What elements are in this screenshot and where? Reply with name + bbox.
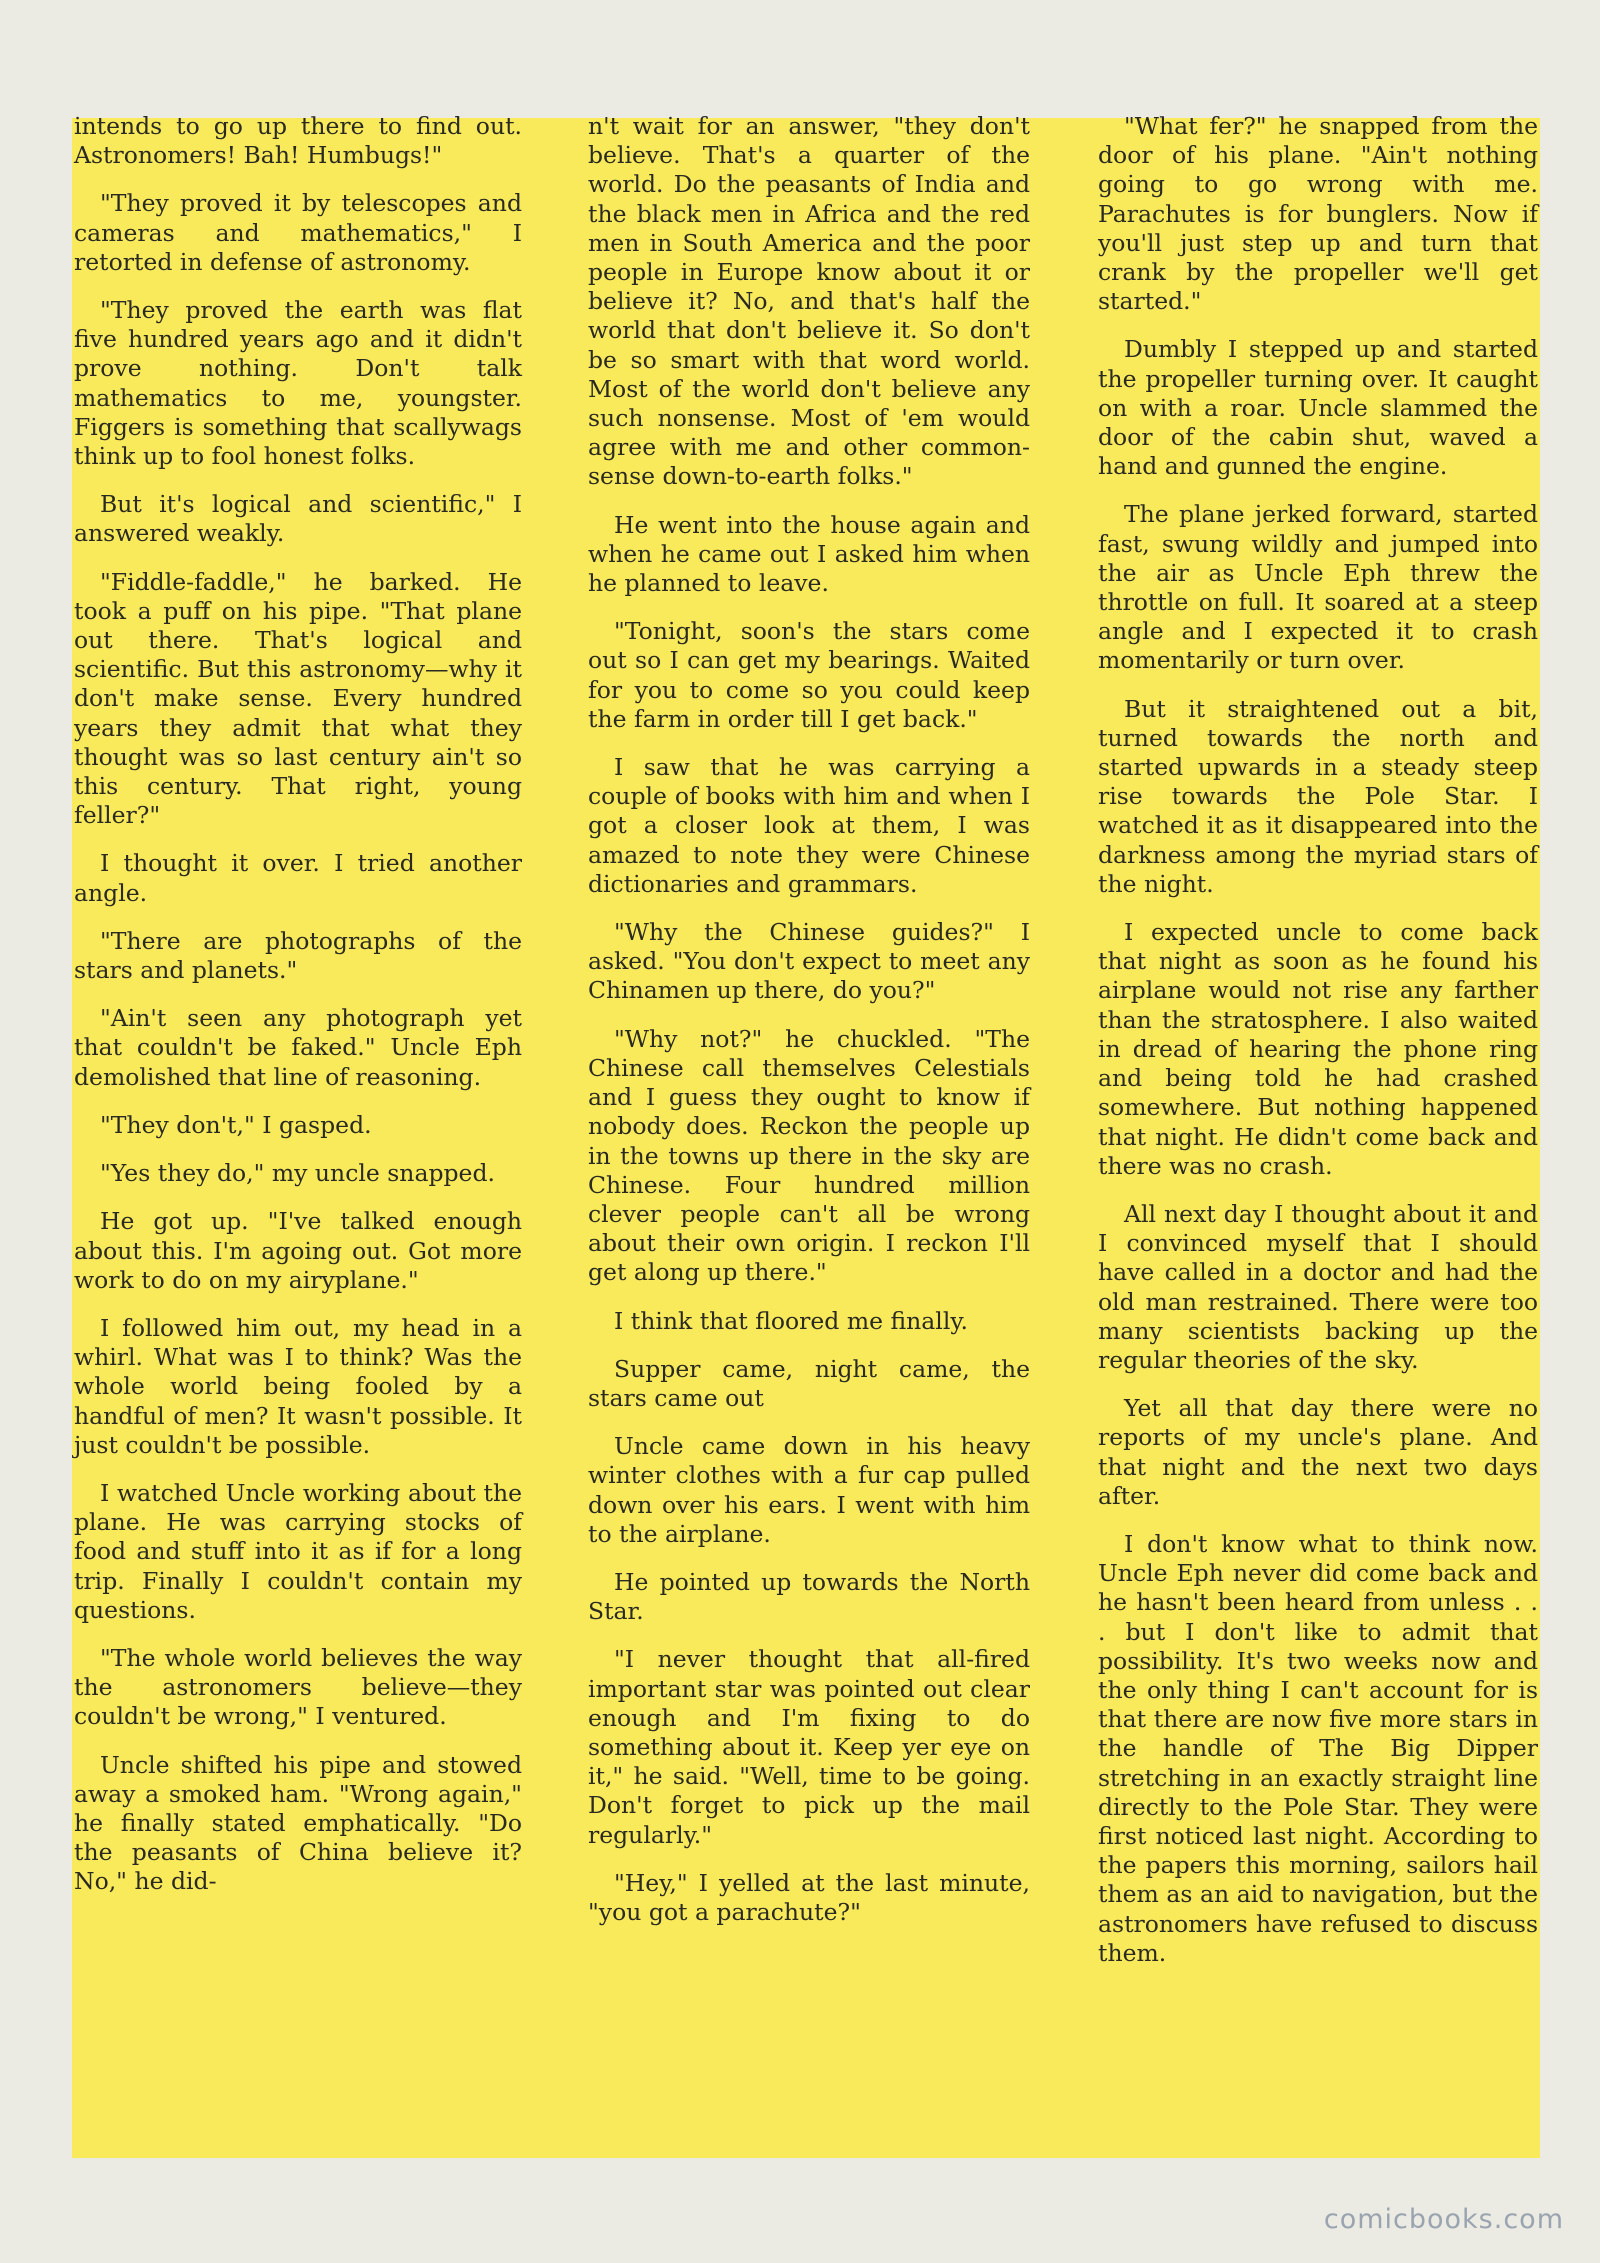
paragraph: He got up. "I've talked enough about this. I'm agoing out. Got more work to do on my airyplane." — [74, 1207, 522, 1294]
paragraph: I followed him out, my head in a whirl. What was I to think? Was the whole world being fooled by a handful of men? It wasn't possible. It just couldn't be possible. — [74, 1313, 522, 1459]
paragraph: The plane jerked forward, started fast, swung wildly and jumped into the air as Uncle Eph threw the throttle on full. It soared at a steep angle and I expected it to crash momentarily or turn over. — [1098, 500, 1538, 675]
paragraph: Uncle shifted his pipe and stowed away a smoked ham. "Wrong again," he finally stated emphatically. "Do the peasants of China believe it? No," he did- — [74, 1750, 522, 1896]
paragraph: He went into the house again and when he came out I asked him when he planned to leave. — [588, 510, 1030, 598]
paragraph: "Yes they do," my uncle snapped. — [100, 1159, 495, 1188]
text-column-3 — [1088, 112, 1540, 2152]
paragraph: I thought it over. I tried another angle. — [74, 849, 522, 907]
paragraph: "I never thought that all-fired important star was pointed out clear enough and I'm fixing to do something about it. Keep yer eye on it," he said. "Well, time to be going. Don't forget to pick up the mail regularly." — [588, 1645, 1030, 1849]
paragraph: Uncle came down in his heavy winter clothes with a fur cap pulled down over his ears. I went with him to the airplane. — [588, 1432, 1030, 1548]
paragraph: "What fer?" he snapped from the door of his plane. "Ain't nothing going to go wrong with me. Parachutes is for bunglers. Now if you'll just step up and turn that crank by the propeller we'll get started." — [1098, 112, 1538, 316]
paragraph: "Hey," I yelled at the last minute, "you got a parachute?" — [588, 1868, 1030, 1926]
paragraph: Dumbly I stepped up and started the propeller turning over. It caught on with a roar. Uncle slammed the door of the cabin shut, waved a hand and gunned the engine. — [1098, 335, 1538, 481]
paragraph: "They proved it by telescopes and cameras and mathematics," I retorted in defense of astronomy. — [74, 189, 522, 276]
paragraph: All next day I thought about it and I convinced myself that I should have called in a doctor and had the old man restrained. There were too many scientists backing up the regular theories of the sky. — [1098, 1199, 1538, 1374]
paragraph: "There are photographs of the stars and planets." — [74, 926, 522, 985]
paragraph: Supper came, night came, the stars came out — [588, 1354, 1030, 1412]
paragraph: "The whole world believes the way the astronomers believe—they couldn't be wrong," I ventured. — [74, 1643, 522, 1731]
paragraph: "Tonight, soon's the stars come out so I can get my bearings. Waited for you to come so you could keep the farm in order till I get back." — [588, 617, 1030, 733]
paragraph: I watched Uncle working about the plane. He was carrying stocks of food and stuff into it as if for a long trip. Finally I couldn't contain my questions. — [74, 1478, 522, 1624]
paragraph: "Why the Chinese guides?" I asked. "You don't expect to meet any Chinamen up there, do you?" — [588, 918, 1030, 1005]
paragraph: "Why not?" he chuckled. "The Chinese call themselves Celestials and I guess they ought to know if nobody does. Reckon the people up in the towns up there in the sky are Chinese. Four hundred million clever people can't all be wrong about their own origin. I reckon I'll get along up there." — [588, 1024, 1030, 1287]
paragraph: n't wait for an answer, "they don't believe. That's a quarter of the world. Do the peasants of India and the black men in Africa and the red men in South America and the poor people in Europe know about it or believe it? No, and that's half the world that don't believe it. So don't be so smart with that word world. Most of the world don't believe any such nonsense. Most of 'em would agree with me and other common-sense down-to-earth folks." — [588, 112, 1030, 491]
paragraph: "They proved the earth was flat five hundred years ago and it didn't prove nothing. Don't talk mathematics to me, youngster. Figgers is something that scallywags think up to fool honest folks. — [74, 296, 522, 471]
paragraph: But it straightened out a bit, turned towards the north and started upwards in a steady steep rise towards the Pole Star. I watched it as it disappeared into the darkness among the myriad stars of the night. — [1098, 694, 1538, 898]
paragraph: I expected uncle to come back that night as soon as he found his airplane would not rise any farther than the stratosphere. I also waited in dread of hearing the phone ring and being told he had crashed somewhere. But nothing happened that night. He didn't come back and there was no crash. — [1098, 918, 1538, 1180]
paragraph: I don't know what to think now. Uncle Eph never did come back and he hasn't been heard from unless . . . but I don't like to admit that possibility. It's two weeks now and the only thing I can't account for is that there are now five more stars in the handle of The Big Dipper stretching in an exactly straight line directly to the Pole Star. They were first noticed last night. According to the papers this morning, sailors hail them as an aid to navigation, but the astronomers have refused to discuss them. — [1098, 1529, 1538, 1967]
text-column-1 — [72, 112, 524, 2152]
paragraph: But it's logical and scientific," I answered weakly. — [74, 490, 522, 548]
paragraph: I saw that he was carrying a couple of books with him and when I got a closer look at them, I was amazed to note they were Chinese dictionaries and grammars. — [588, 753, 1030, 898]
paragraph: He pointed up towards the North Star. — [588, 1567, 1030, 1626]
watermark: comicbooks.com — [1323, 2204, 1564, 2235]
paragraph: "They don't," I gasped. — [100, 1110, 372, 1139]
paragraph: "Fiddle-faddle," he barked. He took a puff on his pipe. "That plane out there. That's logical and scientific. But this astronomy—why it don't make sense. Every hundred years they admit that what they thought was so last century ain't so this century. That right, young feller?" — [74, 567, 522, 830]
article-columns — [72, 112, 1540, 2152]
paragraph: Yet all that day there were no reports of my uncle's plane. And that night and the next two days after. — [1098, 1394, 1538, 1510]
paragraph: "Ain't seen any photograph yet that couldn't be faked." Uncle Eph demolished that line of reasoning. — [74, 1004, 522, 1091]
text-column-2 — [580, 112, 1032, 2152]
paragraph: intends to go up there to find out. Astronomers! Bah! Humbugs!" — [74, 112, 522, 170]
paragraph: I think that floored me finally. — [614, 1306, 968, 1335]
